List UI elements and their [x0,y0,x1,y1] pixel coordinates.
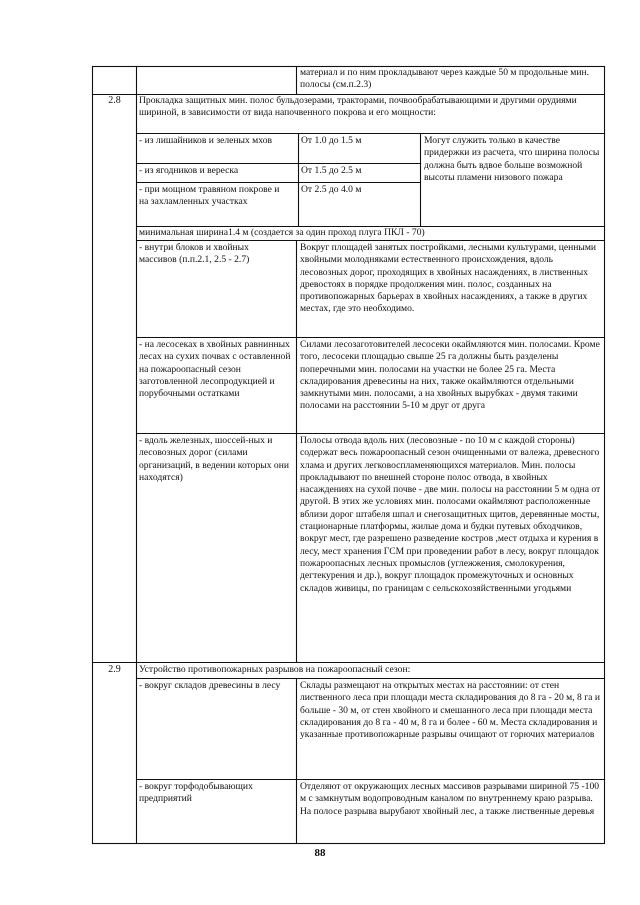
cover-berries: - из ягодников и вереска [139,165,239,176]
desc-wood-storage: Склады размещают на открытых местах на расстоянии: от стен лиственного леса при площади места складирования до 8 га - 20 м, 8 га и больше - 30 м, от стен хвойного и смешанного леса при площади места складирования до 8 га - 40 м, 8 га и более - 60 м. Места складирования и указанные противопожарные разрывы очищают от горючих материалов [300,680,600,741]
place-roads: - вдоль железных, шоссей-ных и лесовозных дорог (силами организаций, в ведении которых они находятся) [139,435,289,483]
row-2-8-header: Прокладка защитных мин. полос бульдозерами, тракторами, почвообрабатывающими и другими орудиями шириной, в зависимости от вида напочвенного покрова и его мощности: [139,95,577,119]
place-inside-blocks: - внутри блоков и хвойных массивов (п.п.2.1, 2.5 - 2.7) [139,242,250,266]
page-number: 88 [314,847,326,859]
desc-roads: Полосы отвода вдоль них (лесовозные - по 10 м с каждой стороны) содержат весь пожароопасный сезон очищенными от валежа, древесного хлама и других легковоспламеняющихся материалов. Мин. полосы прокладывают по внешней стороне полос отвода, в хвойных насаждениях на сухой почве - две мин. полосы на расстоянии 5 м одна от другой. В этих же условиях мин. полосами окаймляют расположенные вблизи дорог штабеля шпал и снегозащитных щитов, деревянные мосты, стационарные платформы, жилые дома и будки путевых обходчиков, вокруг мест, где разрешено разведение костров ,мест отдыха и курения в лесу, мест хранения ГСМ при проведении работ в лесу, вокруг площадок пожароопасных лесных промыслов (углежжения, смолокурения, дегтекурения и др.), вокруг площадок промежуточных и основных складов живицы, по границам с сельскохозяйственными угодьями [300,435,601,594]
row-number-2-8: 2.8 [108,95,121,106]
desc-cutting-areas: Силами лесозаготовителей лесосеки окаймляются мин. полосами. Кроме того, лесосеки площадью свыше 25 га должны быть разделены поперечными мин. полосами на участки не более 25 га. Места складирования древесины на них, также окаймляются отдельными замкнутыми мин. полосами, а на хвойных вырубках - двумя такими полосами на расстоянии 5-10 м друг от друга [300,339,600,412]
cover-lichen: - из лишайников и зеленых мхов [139,135,273,146]
width-grass: От 2.5 до 4.0 м [301,184,362,195]
strip-note: Могут служить только в качестве придержки из расчета, что ширина полосы должна быть вдвое больше возможной высоты пламени низового пожара [424,135,600,183]
desc-peat: Отделяют от окружающих лесных массивов разрывами шириной 75 -100 м с замкнутым водопроводным каналом по внутреннему краю разрыва. На полосе разрыва вырубают хвойный лес, а также лиственные деревья [300,781,600,817]
desc-inside-blocks: Вокруг площадей занятых постройками, лесными культурами, ценными хвойными молодняками естественного происхождения, вдоль лесовозных дорог, проходящих в хвойных насаждениях, в лиственных древостоях в порядке продолжения мин. полос, созданных на противопожарных барьерах в хвойных насаждениях, а также в других местах, где это необходимо. [300,242,597,315]
continuation-text: материал и по ним прокладывают через каждые 50 м продольные мин. полосы (см.п.2.3) [300,67,590,91]
width-berries: От 1.5 до 2.5 м [301,165,362,176]
place-wood-storage: - вокруг складов древесины в лесу [139,680,281,691]
row-number-2-9: 2.9 [108,664,121,675]
cover-grass: - при мощном травяном покрове и на захламленных участках [139,184,280,208]
row-2-9-header: Устройство противопожарных разрывов на пожароопасный сезон: [139,664,411,675]
width-lichen: От 1.0 до 1.5 м [301,135,362,146]
place-cutting-areas: - на лесосеках в хвойных равнинных лесах на сухих почвах с оставленной на пожароопасный сезон заготовленной лесопродукцией и порубочными остатками [139,339,291,400]
place-peat: - вокруг торфодобывающих предприятий [139,781,253,805]
min-width: минимальная ширина1.4 м (создается за один проход плуга ПКЛ - 70) [139,227,425,238]
